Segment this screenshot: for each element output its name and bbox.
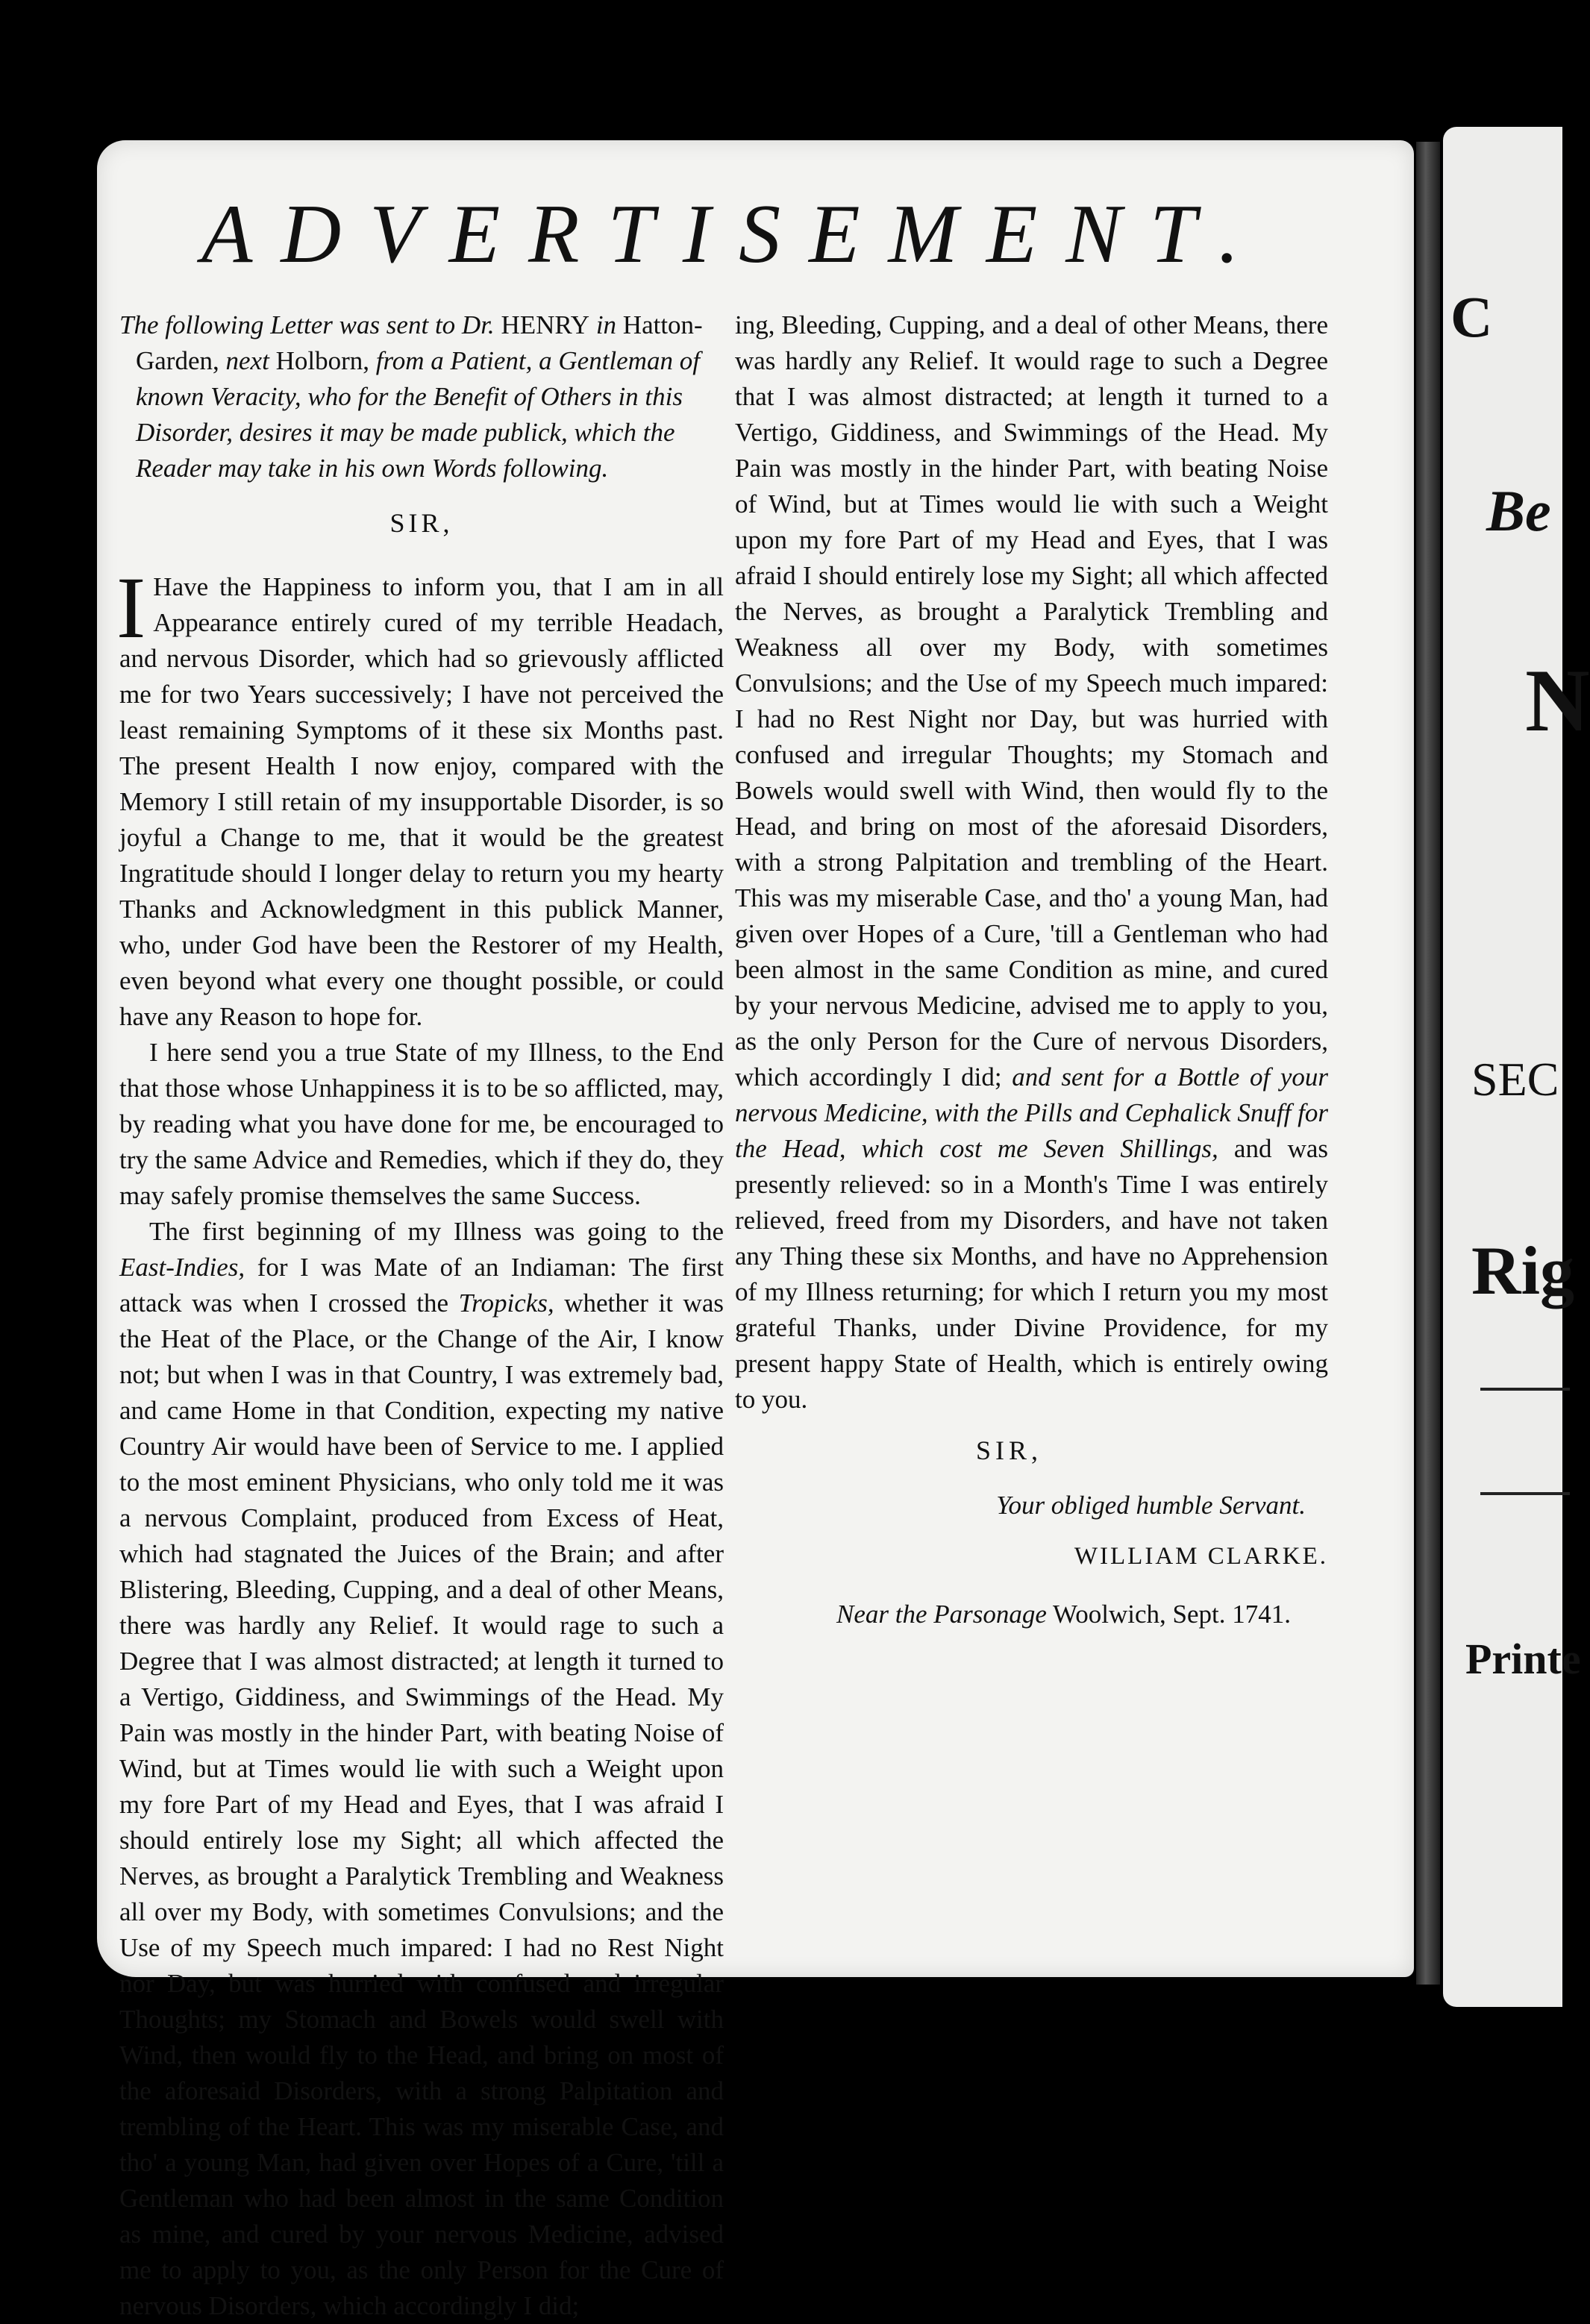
page-title: ADVERTISEMENT. — [201, 188, 1268, 281]
facing-page-fragment-3: N — [1525, 651, 1590, 750]
place-and-date — [735, 1597, 1291, 1632]
facing-page-fragment-1: C — [1450, 284, 1493, 349]
facing-page-fragment-2: Be — [1486, 478, 1551, 543]
left-column — [116, 307, 724, 2320]
book-spine — [1416, 142, 1440, 1985]
facing-page-rule-1 — [1480, 1388, 1570, 1391]
facing-page-fragment-5: Rig — [1471, 1233, 1574, 1309]
paragraph-text: and was presently relieved: so in a Month's Time I was entirely relieved, freed from my Disorders, and have not taken any Thing these six Months, and have no Apprehension of my Illness returning; for which I return you my most grateful Thanks, under Divine Providence, for my present happy State of Health, which is entirely owing to you. — [735, 1134, 1329, 1414]
place-italic: Near the Parsonage — [836, 1600, 1047, 1629]
intro-place: Hatton-Garden, — [136, 310, 703, 375]
letter-paragraph-continuation — [735, 307, 1329, 1414]
paragraph-text: The first beginning of my Illness was going to the — [149, 1217, 724, 1246]
letter-paragraph: IHave the Happiness to inform you, that I am in all Appearance entirely cured of my terrible Headach, and nervous Disorder, which had so grievously afflicted me for two Years successively; I have not perceived the least remaining Symptoms of it these six Months past. The present Health I now enjoy, compared with the Memory I still retain of my insupportable Disorder, is so joyful a Change to me, that it would be the greatest Ingratitude should I longer delay to return you my hearty Thanks and Acknowledgment in this publick Manner, who, under God have been the Restorer of my Health, even beyond what every one thought possible, or could have any Reason to hope for. — [116, 559, 724, 1031]
letter-paragraph: I here send you a true State of my Illness, to the End that those whose Unhappiness it is to be so afflicted, may, by reading what you have done for me, be encouraged to try the same Advice and Remedies, which if they do, they may safely promise themselves the same Success. — [119, 1038, 724, 1210]
right-column — [735, 307, 1328, 1632]
intro-place: Holborn, — [275, 346, 369, 375]
intro-note — [119, 307, 724, 486]
intro-text: in — [589, 310, 623, 339]
paragraph-text: whether it was the Heat of the Place, or the Change of the Air, I know not; but when I was in that Country, I was extremely bad, and came Home in that Condition, expecting my native Country Air would have been of Service to me. I applied to the most eminent Physicians, who only told me it was a nervous Complaint, produced from Excess of Heat, which had stagnated the Juices of the Brain; and after Blistering, Bleeding, Cupping, and a deal of other Means, there was hardly any Relief. It would rage to such a Degree that I was almost distracted; at length it turned to a Vertigo, Giddiness, and Swimmings of the Head. My Pain was mostly in the hinder Part, with beating Noise of Wind, but at Times would lie with such a Weight upon my fore Part of my Head and Eyes, that I was afraid I should entirely lose my Sight; all which affected the Nerves, as brought a Paralytick Trembling and Weakness all over my Body, with sometimes Convulsions; and the Use of my Speech much impared: I had no Rest Night nor Day, but was hurried with confused and irregular Thoughts; my Stomach and Bowels would swell with Wind, then would fly to the Head, and bring on most of the aforesaid Disorders, with a strong Palpitation and trembling of the Heart. This was my miserable Case, and tho' a young Man, had given over Hopes of a Cure, 'till a Gentleman who had been almost in the same Condition as mine, and cured by your nervous Medicine, advised me to apply to you, as the only Person for the Cure of nervous Disorders, which accordingly I did; — [119, 1288, 724, 2320]
paragraph-text: for I was Mate of an Indiaman: The first attack was when I crossed the — [119, 1253, 724, 1318]
paragraph-text: ing, Bleeding, Cupping, and a deal of other Means, there was hardly any Relief. It would rage to such a Degree that I was almost distracted; at length it turned to a Vertigo, Giddiness, and Swimmings of the Head. My Pain was mostly in the hinder Part, with beating Noise of Wind, but at Times would lie with such a Weight upon my fore Part of my Head and Eyes, that I was afraid I should entirely lose my Sight; all which affected the Nerves, as brought a Paralytick Trembling and Weakness all over my Body, with sometimes Convulsions; and the Use of my Speech much impared: I had no Rest Night nor Day, but was hurried with confused and irregular Thoughts; my Stomach and Bowels would swell with Wind, then would fly to the Head, and bring on most of the aforesaid Disorders, with a strong Palpitation and trembling of the Heart. This was my miserable Case, and tho' a young Man, had given over Hopes of a Cure, 'till a Gentleman who had been almost in the same Condition as mine, and cured by your nervous Medicine, advised me to apply to you, as the only Person for the Cure of nervous Disorders, which accordingly I did; — [735, 310, 1328, 1091]
facing-page — [1443, 127, 1590, 2007]
place-date: Woolwich, Sept. 1741. — [1046, 1600, 1291, 1629]
signature-name: WILLIAM CLARKE. — [1074, 1543, 1328, 1570]
paragraph-italic: and sent for a Bottle of your nervous Medicine, with the Pills and Cephalick Snuff for the Head, which cost me Seven Shillings, — [735, 1062, 1328, 1163]
facing-page-rule-2 — [1480, 1492, 1570, 1495]
intro-text: next — [219, 346, 276, 375]
letter-salutation: SIR, — [389, 508, 454, 538]
intro-text: from a Patient, a Gentleman of known Veracity, who for the Benefit of Others in this Disorder, desires it may be made publick, which the Reader may take in his own Words following. — [136, 346, 700, 483]
closing-phrase: Your obliged humble Servant. — [996, 1491, 1306, 1520]
intro-name: HENRY — [501, 310, 590, 339]
facing-page-fragment-4: SEC — [1471, 1053, 1559, 1106]
intro-text: The following Letter was sent to Dr. — [119, 310, 501, 339]
paragraph-italic: Tropicks, — [458, 1288, 554, 1318]
closing-salutation: SIR, — [975, 1435, 1043, 1465]
paragraph-italic: East-Indies, — [119, 1253, 245, 1282]
facing-page-fragment-6: Printe — [1465, 1635, 1581, 1683]
letter-paragraph-continued — [119, 1214, 724, 2320]
